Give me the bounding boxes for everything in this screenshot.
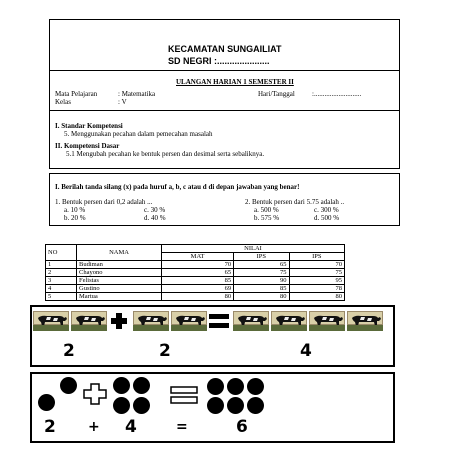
dot-icon xyxy=(207,397,224,414)
cell-score: 85 xyxy=(162,277,234,285)
basic-heading: II. Kompetensi Dasar xyxy=(55,142,120,150)
exam-header-box xyxy=(49,19,400,169)
cow-icon xyxy=(233,311,269,331)
cell-score: 80 xyxy=(234,293,289,301)
plus-outline-icon xyxy=(83,383,107,405)
dot-icon xyxy=(113,377,130,394)
cow-count-middle: 2 xyxy=(159,341,171,361)
question-instruction: I. Berilah tanda silang (x) pada huruf a, b, c atau d di depan jawaban yang benar! xyxy=(55,183,300,191)
subheader-2: IPS xyxy=(234,253,289,261)
q1-option-c: c. 30 % xyxy=(144,206,166,214)
cell-name: Felistas xyxy=(77,277,162,285)
dot-icon xyxy=(38,394,55,411)
dot-operator-equals: = xyxy=(176,419,188,435)
cell-name: Budiman xyxy=(77,261,162,269)
table-row xyxy=(46,261,345,269)
q2-option-b: b. 575 % xyxy=(254,214,280,222)
cow-icon xyxy=(271,311,307,331)
standard-text: 5. Menggunakan pecahan dalam pemecahan masalah xyxy=(64,130,213,138)
date-value: :........................... xyxy=(312,90,362,98)
date-label: Hari/Tanggal xyxy=(258,90,295,98)
cow-icon xyxy=(133,311,169,331)
cow-icon xyxy=(171,311,207,331)
cell-score: 65 xyxy=(234,261,289,269)
dot-icon xyxy=(60,377,77,394)
cow-icon xyxy=(347,311,383,331)
cow-group-right xyxy=(233,311,383,331)
cell-score: 70 xyxy=(289,261,344,269)
class-value: : V xyxy=(118,98,127,106)
dot-icon xyxy=(247,378,264,395)
dot-icon xyxy=(113,397,130,414)
cell-name: Martua xyxy=(77,293,162,301)
q2-text: 2. Bentuk persen dari 5.75 adalah .. xyxy=(245,198,345,206)
cell-score: 75 xyxy=(234,269,289,277)
cell-no: 2 xyxy=(46,269,77,277)
cell-score: 75 xyxy=(289,269,344,277)
cell-score: 90 xyxy=(234,277,289,285)
cell-name: Gustino xyxy=(77,285,162,293)
q2-option-c: c. 300 % xyxy=(314,206,339,214)
dot-icon xyxy=(133,377,150,394)
district-title: KECAMATAN SUNGAILIAT xyxy=(168,44,282,54)
score-table xyxy=(45,244,345,301)
cell-no: 5 xyxy=(46,293,77,301)
equals-icon xyxy=(209,314,229,328)
q1-option-b: b. 20 % xyxy=(64,214,86,222)
dot-icon xyxy=(247,397,264,414)
cow-count-left: 2 xyxy=(63,341,75,361)
cow-icon xyxy=(33,311,69,331)
subheader-3: IPS xyxy=(289,253,344,261)
cell-score: 80 xyxy=(289,293,344,301)
table-row xyxy=(46,293,345,301)
cell-no: 4 xyxy=(46,285,77,293)
cell-score: 95 xyxy=(289,277,344,285)
cell-score: 80 xyxy=(162,293,234,301)
cow-group-middle xyxy=(133,311,207,331)
subheader-1: MAT xyxy=(162,253,234,261)
cell-score: 70 xyxy=(162,261,234,269)
q2-option-a: a. 500 % xyxy=(254,206,279,214)
header-score: NILAI xyxy=(162,245,345,253)
cell-score: 78 xyxy=(289,285,344,293)
dot-operator-plus: + xyxy=(88,419,100,435)
equals-outline-icon xyxy=(170,386,198,404)
dot-icon xyxy=(133,397,150,414)
dot-icon xyxy=(227,397,244,414)
cow-group-left xyxy=(33,311,107,331)
cow-icon xyxy=(71,311,107,331)
header-divider xyxy=(50,70,399,71)
q1-option-a: a. 10 % xyxy=(64,206,86,214)
subject-label: Mata Pelajaran xyxy=(55,90,98,98)
cell-score: 65 xyxy=(162,269,234,277)
cow-icon xyxy=(309,311,345,331)
header-no: NO xyxy=(46,245,77,261)
header-divider-2 xyxy=(50,110,399,111)
table-row xyxy=(46,285,345,293)
question-box xyxy=(49,173,400,226)
q1-option-d: d. 40 % xyxy=(144,214,166,222)
dot-count-1: 2 xyxy=(44,417,56,437)
cell-name: Chayono xyxy=(77,269,162,277)
basic-text: 5.1 Mengubah pecahan ke bentuk persen dan desimal serta sebaliknya. xyxy=(66,150,265,158)
dot-count-result: 6 xyxy=(236,417,248,437)
table-row xyxy=(46,269,345,277)
cow-count-right: 4 xyxy=(300,341,312,361)
standard-heading: I. Standar Kompetensi xyxy=(55,122,123,130)
table-header-row xyxy=(46,245,345,253)
plus-icon xyxy=(111,313,127,329)
cell-no: 3 xyxy=(46,277,77,285)
cell-score: 69 xyxy=(162,285,234,293)
cell-no: 1 xyxy=(46,261,77,269)
dot-count-2: 4 xyxy=(125,417,137,437)
class-label: Kelas xyxy=(55,98,71,106)
dot-icon xyxy=(207,378,224,395)
school-title: SD NEGRI :..................... xyxy=(168,56,270,66)
q2-option-d: d. 500 % xyxy=(314,214,340,222)
q1-text: 1. Bentuk persen dari 0,2 adalah ... xyxy=(55,198,153,206)
exam-title: ULANGAN HARIAN 1 SEMESTER II xyxy=(176,78,294,86)
cell-score: 85 xyxy=(234,285,289,293)
table-row xyxy=(46,277,345,285)
header-name: NAMA xyxy=(77,245,162,261)
dot-icon xyxy=(227,378,244,395)
subject-value: : Matematika xyxy=(118,90,156,98)
